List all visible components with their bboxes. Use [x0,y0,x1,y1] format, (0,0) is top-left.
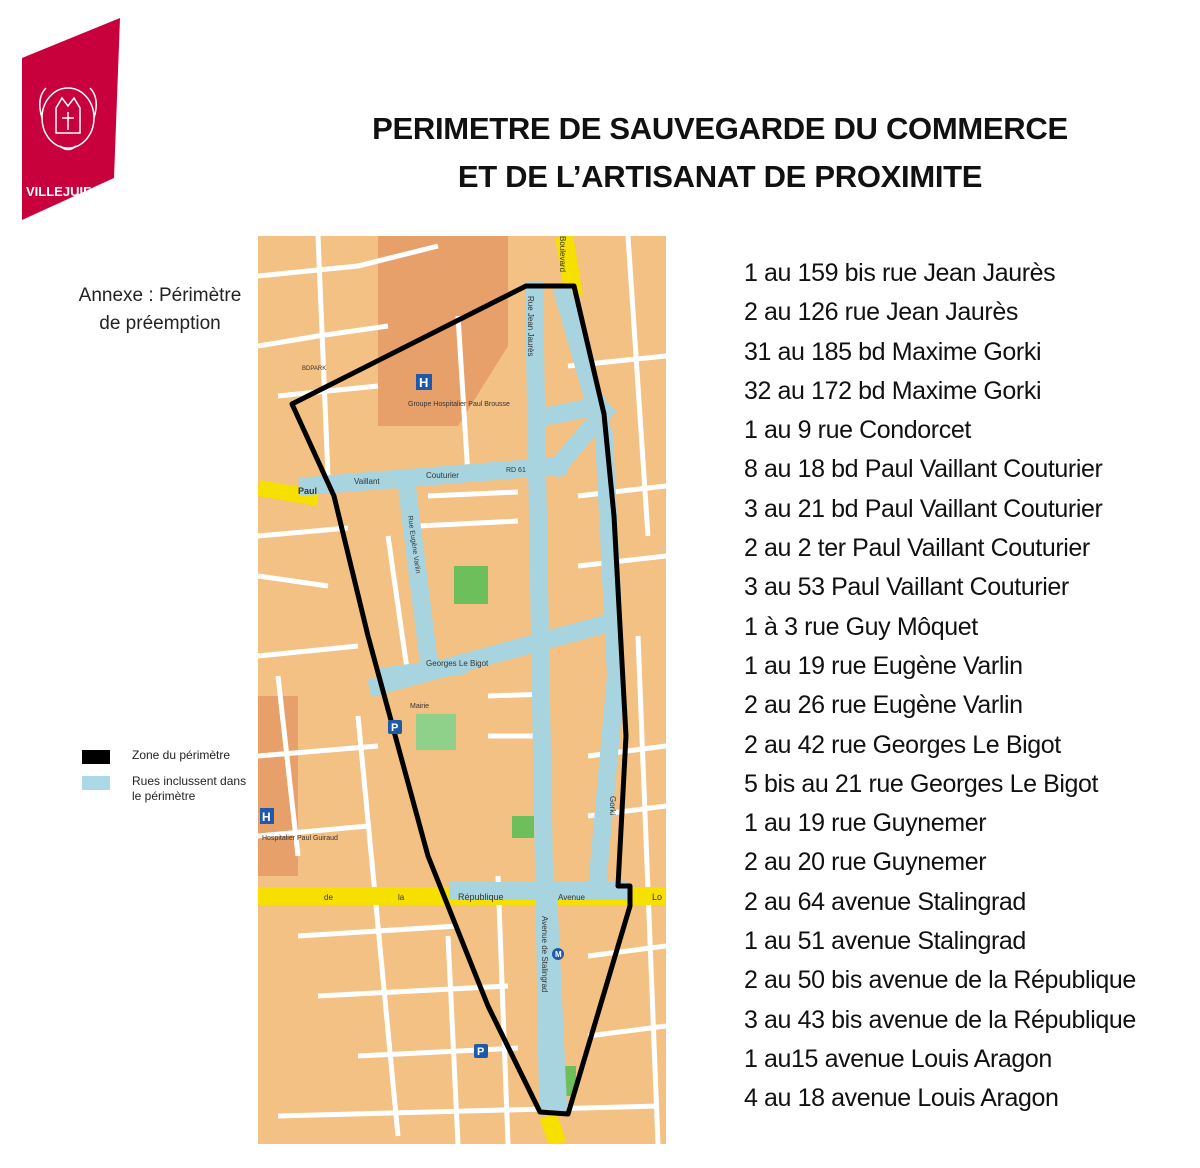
title-line-1: PERIMETRE DE SAUVEGARDE DU COMMERCE [372,111,1068,146]
parking-icon [474,1044,488,1058]
svg-text:de: de [324,893,333,902]
street-list-item: 31 au 185 bd Maxime Gorki [744,337,1042,366]
annexe-caption [70,282,250,338]
annexe-line-2: de préemption [99,313,221,334]
hospital-icon [416,374,432,390]
street-list-item: 2 au 126 rue Jean Jaurès [744,298,1018,327]
svg-text:Boulevard: Boulevard [558,236,567,273]
svg-text:Paul: Paul [298,486,318,496]
svg-text:la: la [398,893,405,902]
svg-text:RD 61: RD 61 [506,467,526,474]
legend-label: Rues inclussent dans le périmètre [132,774,247,803]
street-list-item: 1 à 3 rue Guy Môquet [744,612,978,641]
street-list [744,254,1184,1119]
street-list-item: 2 au 42 rue Georges Le Bigot [744,730,1061,759]
legend-label: Zone du périmètre [132,748,231,762]
street-list-item: 2 au 50 bis avenue de la République [744,966,1136,995]
svg-text:Vaillant: Vaillant [354,477,380,486]
street-list-item: 1 au 159 bis rue Jean Jaurès [744,259,1056,287]
street-list-item: 3 au 43 bis avenue de la République [744,1005,1136,1034]
svg-text:Groupe Hospitalier Paul Brouss: Groupe Hospitalier Paul Brousse [408,401,510,408]
park [512,816,534,838]
svg-text:P: P [391,722,399,734]
street-list-item: 2 au 64 avenue Stalingrad [744,887,1026,916]
street-list-item: 1 au 51 avenue Stalingrad [744,927,1026,956]
svg-text:Mairie: Mairie [410,703,430,710]
legend-swatch-black [82,750,110,764]
svg-text:Couturier: Couturier [426,471,459,480]
svg-text:H: H [262,810,271,824]
metro-icon [552,948,564,960]
svg-text:République: République [458,892,504,902]
hospital-icon [260,808,274,824]
page-title [360,105,1080,201]
street-list-item: 8 au 18 bd Paul Vaillant Couturier [744,455,1103,484]
svg-text:Rue Eugène Varlin: Rue Eugène Varlin [406,515,422,574]
hospital-zone-top [378,236,508,426]
street-list-item: 3 au 53 Paul Vaillant Couturier [744,573,1069,602]
svg-text:P: P [477,1046,485,1058]
street-condorcet [548,406,598,416]
street-list-item: 2 au 26 rue Eugène Varlin [744,691,1023,720]
park [454,566,488,604]
street-list-item: 4 au 18 avenue Louis Aragon [744,1084,1059,1113]
park [416,714,456,750]
legend-swatch-blue [82,776,110,790]
parking-icon [388,720,402,734]
street-list-item: 1 au 19 rue Eugène Varlin [744,651,1023,680]
street-list-item: 2 au 2 ter Paul Vaillant Couturier [744,534,1090,563]
annexe-line-1: Annexe : Périmètre [78,285,242,306]
svg-text:Georges Le Bigot: Georges Le Bigot [426,659,489,668]
svg-text:H: H [419,375,429,390]
svg-text:Rue Jean Jaurès: Rue Jean Jaurès [526,296,535,357]
villejuif-logo [22,18,120,220]
street-list-item: 5 bis au 21 rue Georges Le Bigot [744,769,1099,798]
street-list-item: 1 au 19 rue Guynemer [744,809,987,838]
svg-text:Avenue: Avenue [558,893,585,902]
svg-text:Hospitalier Paul Guiraud: Hospitalier Paul Guiraud [262,835,338,842]
title-line-2: ET DE L’ARTISANAT DE PROXIMITE [457,159,983,194]
svg-text:Avenue de Stalingrad: Avenue de Stalingrad [540,916,549,993]
street-list-item: 1 au 9 rue Condorcet [744,416,971,445]
svg-text:M: M [555,950,562,959]
street-list-item: 2 au 20 rue Guynemer [744,848,987,877]
logo-text: VILLEJUIF [26,184,92,199]
main-road-south [548,1116,558,1144]
legend-item-streets [82,774,252,804]
city-map [258,236,666,1144]
street-list-item: 3 au 21 bd Paul Vaillant Couturier [744,494,1103,523]
street-gorki [564,296,616,876]
svg-text:Lo: Lo [652,892,663,902]
street-list-item: 1 au15 avenue Louis Aragon [744,1044,1052,1073]
svg-text:Gorki: Gorki [608,796,617,816]
street-list-item: 32 au 172 bd Maxime Gorki [744,376,1042,405]
legend-item-perimeter [82,748,252,764]
svg-text:BDPARK: BDPARK [302,366,327,372]
map-legend [82,748,252,814]
